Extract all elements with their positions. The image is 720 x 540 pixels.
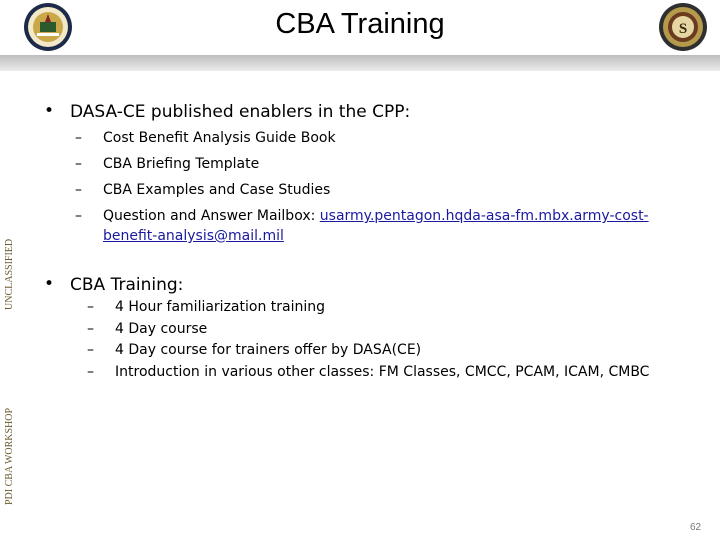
bullet-label: CBA Training: — [70, 275, 184, 295]
list-item: – Introduction in various other classes: FM Classes, CMCC, PCAM, ICAM, CMBC — [87, 364, 650, 380]
header — [0, 0, 720, 55]
list-item: – Question and Answer Mailbox: usarmy.pentagon.hqda-asa-fm.mbx.army-cost- — [75, 208, 649, 224]
page-number: 62 — [690, 522, 702, 533]
classification-label: UNCLASSIFIED — [4, 238, 15, 310]
list-item: – CBA Examples and Case Studies — [75, 182, 331, 198]
finance-seal-icon — [658, 2, 708, 52]
bullet-label: DASA-CE published enablers in the CPP: — [70, 102, 411, 122]
bullet-dot: • — [44, 101, 55, 121]
slide-title: CBA Training — [275, 8, 445, 40]
mailbox-link-continued[interactable]: benefit-analysis@mail.mil — [103, 228, 284, 244]
list-item: – 4 Day course for trainers offer by DASA(CE) — [87, 342, 422, 358]
mailbox-link[interactable]: usarmy.pentagon.hqda-asa-fm.mbx.army-cost- — [319, 208, 649, 224]
header-divider — [0, 55, 720, 71]
list-item: – Cost Benefit Analysis Guide Book — [75, 130, 336, 146]
list-item: – 4 Hour familiarization training — [87, 299, 325, 315]
list-item: – 4 Day course — [87, 321, 208, 337]
list-item: – CBA Briefing Template — [75, 156, 260, 172]
bullet-dot: • — [44, 274, 55, 294]
svg-text:S: S — [678, 21, 688, 37]
bullet-enablers — [44, 101, 411, 122]
bullet-training — [44, 274, 184, 295]
workshop-label: PDI CBA WORKSHOP — [4, 407, 15, 505]
